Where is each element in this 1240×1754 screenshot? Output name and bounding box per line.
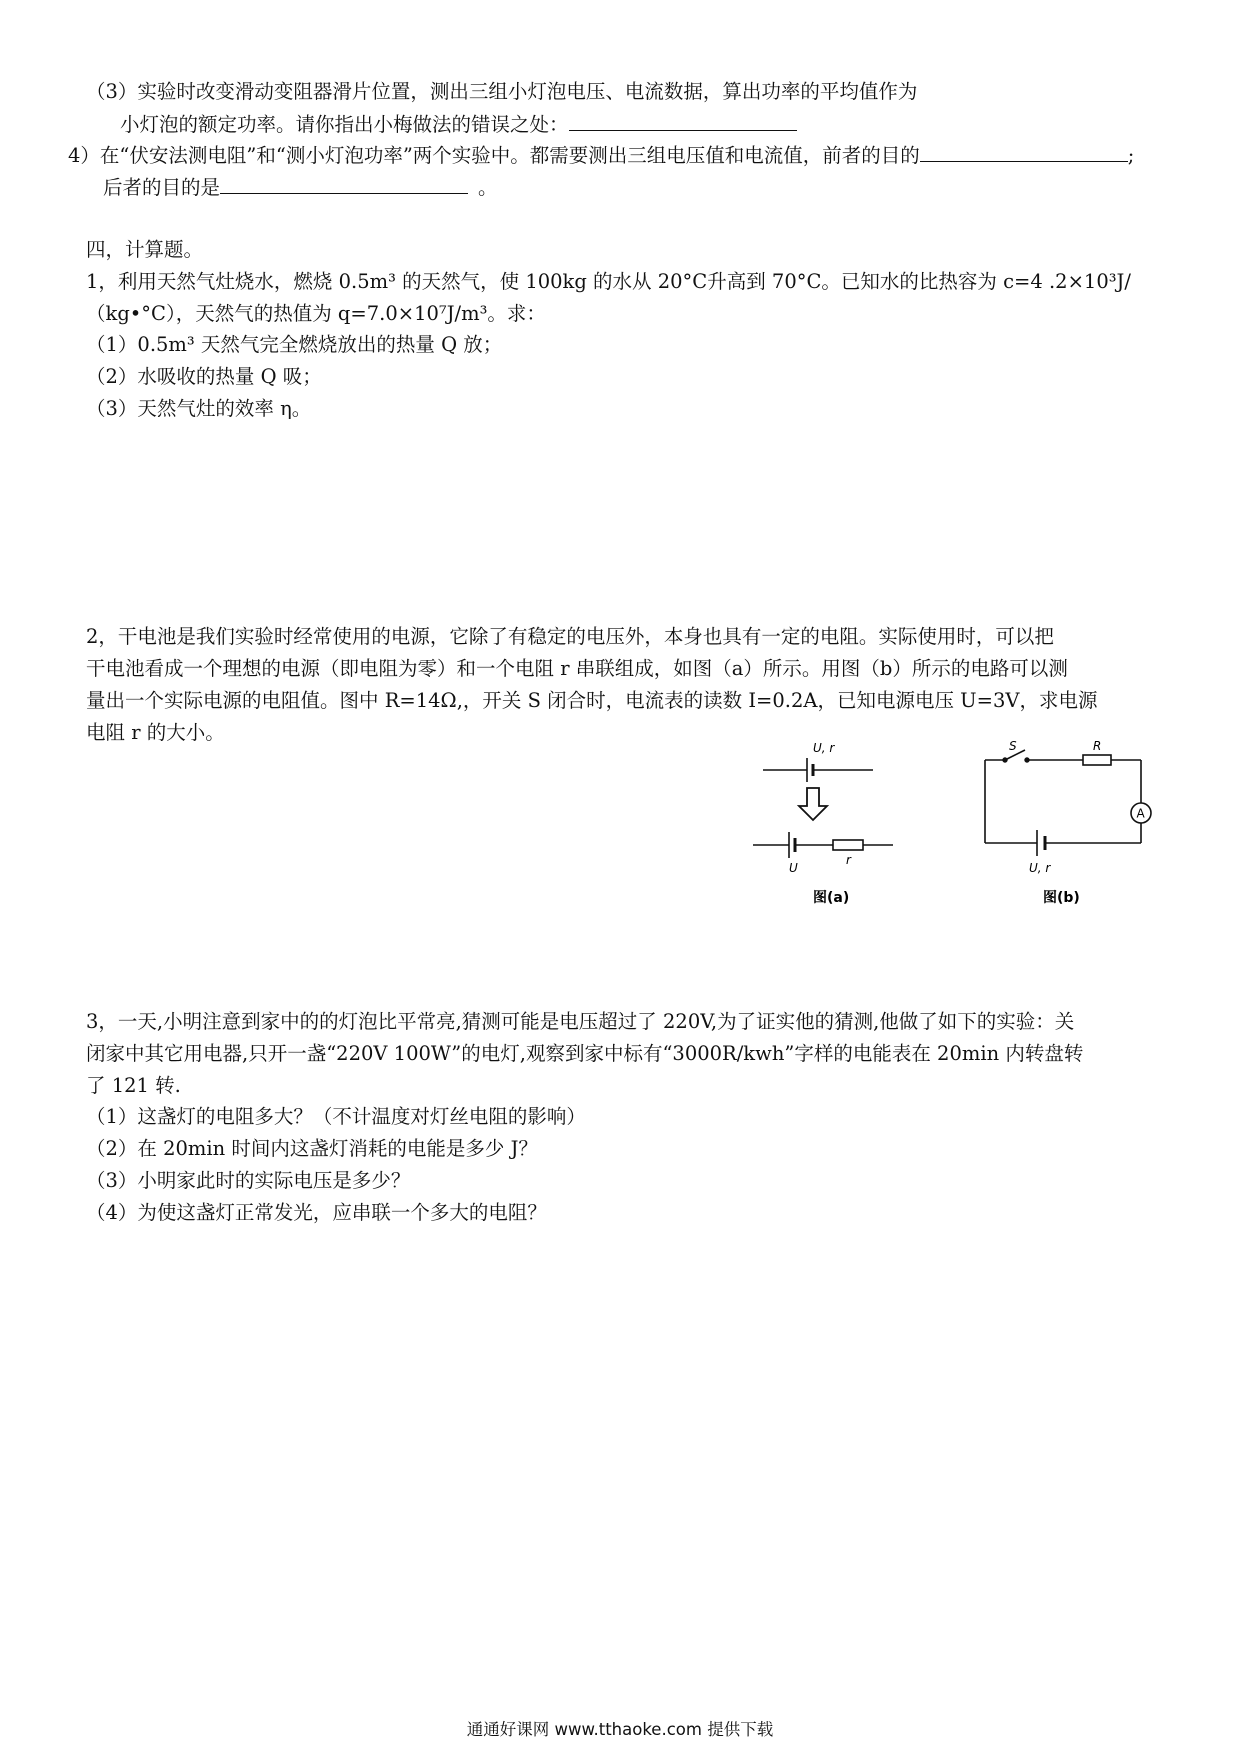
figure-a-label-u: U [789, 861, 798, 875]
figure-a-circuit-diagram [745, 740, 905, 910]
problem-1-sub-3: （3）天然气灶的效率 η。 [86, 397, 312, 420]
question-3-prompt: 小灯泡的额定功率。请你指出小梅做法的错误之处： [120, 113, 569, 136]
problem-3-line-3: 了 121 转. [86, 1074, 181, 1097]
problem-3-sub-3: （3）小明家此时的实际电压是多少？ [86, 1169, 411, 1192]
figure-a-label-top: U, r [813, 741, 835, 755]
page-footer: 通通好课网 www.tthaoke.com 提供下载 [466, 1720, 774, 1739]
figure-a-label-r: r [846, 853, 851, 867]
figure-a-battery-with-resistor [753, 832, 893, 858]
question-4-semicolon: ; [1127, 144, 1135, 167]
answer-blank-q4-former[interactable] [920, 143, 1128, 162]
problem-2-line-4: 电阻 r 的大小。 [86, 721, 225, 744]
figure-b-label-source: U, r [1029, 861, 1051, 875]
problem-1-sub-1: （1）0.5m³ 天然气完全燃烧放出的热量 Q 放； [86, 333, 503, 356]
question-4-line-1 [68, 143, 1134, 167]
figure-b-circuit-wires [985, 760, 1141, 843]
problem-3-sub-4: （4）为使这盏灯正常发光，应串联一个多大的电阻？ [86, 1201, 547, 1224]
problem-1-sub-2: （2）水吸收的热量 Q 吸； [86, 365, 322, 388]
question-3-line-2 [120, 112, 797, 136]
question-3-line-1: （3）实验时改变滑动变阻器滑片位置，测出三组小灯泡电压、电流数据，算出功率的平均值作为 [86, 80, 918, 103]
figure-a-down-arrow-icon [799, 788, 827, 820]
answer-blank-q3[interactable] [569, 112, 797, 131]
question-4-prompt-b: 后者的目的是 [103, 176, 221, 199]
figure-b-resistor [1083, 755, 1111, 765]
figure-b-label-s: S [1009, 740, 1017, 753]
problem-1-line-1: 1，利用天然气灶烧水，燃烧 0.5m³ 的天然气，使 100kg 的水从 20°C升高到 70°C。已知水的比热容为 c=4 .2×10³J/ [86, 270, 1131, 293]
figure-b-battery [1037, 830, 1045, 856]
problem-3-sub-2: （2）在 20min 时间内这盏灯消耗的电能是多少 J？ [86, 1137, 538, 1160]
problem-3-line-1: 3，一天,小明注意到家中的的灯泡比平常亮,猜测可能是电压超过了 220V,为了证实他的猜测,他做了如下的实验：关 [86, 1010, 1075, 1033]
figure-a-caption: 图(a) [813, 890, 850, 906]
question-4-period: 。 [478, 176, 498, 199]
figure-b-ammeter-label: A [1136, 806, 1145, 821]
figure-a-resistor [833, 840, 863, 850]
problem-2-line-1: 2，干电池是我们实验时经常使用的电源，它除了有稳定的电压外，本身也具有一定的电阻。实际使用时，可以把 [86, 625, 1054, 648]
problem-1-line-2: （kg•°C），天然气的热值为 q=7.0×10⁷J/m³。求： [86, 302, 546, 325]
question-4-prompt-a: 4）在“伏安法测电阻”和“测小灯泡功率”两个实验中。都需要测出三组电压值和电流值，前者的目的 [68, 144, 920, 167]
problem-3-sub-1: （1）这盏灯的电阻多大？（不计温度对灯丝电阻的影响） [86, 1105, 586, 1128]
figure-a-ideal-battery [763, 758, 873, 782]
section-title: 四，计算题。 [86, 238, 204, 261]
question-4-line-2 [103, 175, 498, 199]
answer-blank-q4-latter[interactable] [220, 175, 468, 194]
figure-b-caption: 图(b) [1043, 890, 1080, 906]
problem-2-line-3: 量出一个实际电源的电阻值。图中 R=14Ω,，开关 S 闭合时，电流表的读数 I=0.2A，已知电源电压 U=3V，求电源 [86, 689, 1098, 712]
figure-b-circuit-diagram [975, 740, 1175, 910]
figure-b-label-r: R [1093, 740, 1102, 753]
problem-2-line-2: 干电池看成一个理想的电源（即电阻为零）和一个电阻 r 串联组成，如图（a）所示。用图（b）所示的电路可以测 [86, 657, 1068, 680]
problem-3-line-2: 闭家中其它用电器,只开一盏“220V 100W”的电灯,观察到家中标有“3000R/kwh”字样的电能表在 20min 内转盘转 [86, 1042, 1084, 1065]
